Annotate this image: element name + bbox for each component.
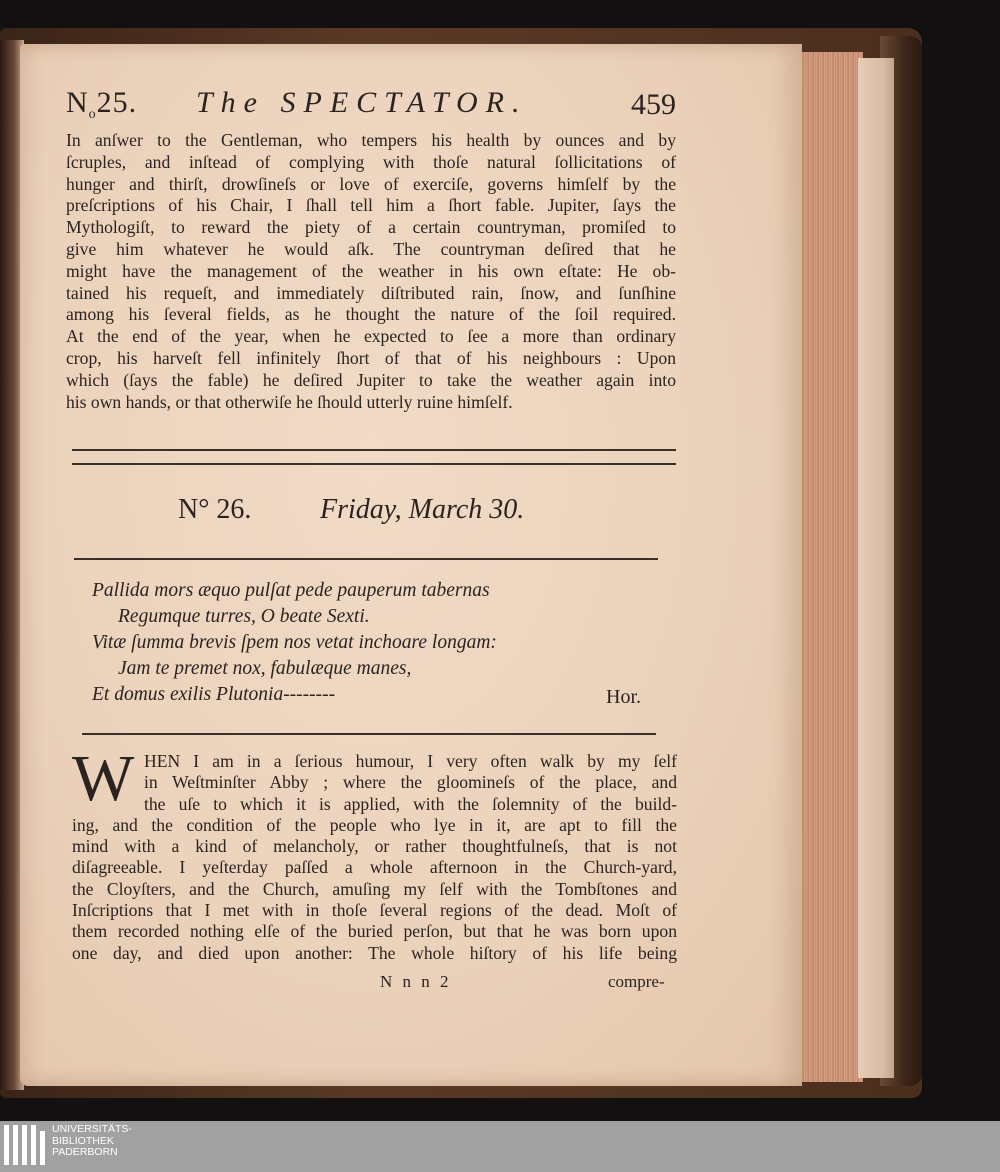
text-line: preſcriptions of his Chair, I ſhall tell him a ſhort fable. Jupiter, ſays the — [66, 195, 676, 216]
text-line: mind with a kind of melancholy, or rather thoughtfulneſs, that is not — [72, 836, 677, 857]
text-line: tained his requeſt, and immediately diſtributed rain, ſnow, and ſunſhine — [66, 282, 676, 303]
text-line: hunger and thirſt, drowſineſs or love of exerciſe, governs himſelf by the — [66, 173, 676, 194]
issue-date: Friday, March 30. — [320, 494, 525, 525]
issue-number: N° 26. — [178, 494, 252, 525]
text-line: the Cloyſters, and the Church, amuſing my ſelf with the Tombſtones and — [72, 878, 677, 899]
text-line: ſcruples, and inſtead of complying with thoſe natural ſollicitations of — [66, 151, 676, 172]
motto-line: Vitæ ſumma brevis ſpem nos vetat inchoare longam: — [92, 632, 497, 653]
text-line: Inſcriptions that I met with in thoſe ſeveral regions of the dead. Moſt of — [72, 900, 677, 921]
double-rule-top — [72, 449, 676, 451]
publication-title: The SPECTATOR. — [196, 86, 528, 119]
motto-line: Pallida mors æquo pulſat pede pauperum tabernas — [92, 580, 490, 601]
rule-below-motto — [82, 733, 656, 735]
text-line: among his ſeveral fields, as he thought the nature of the ſoil required. — [66, 304, 676, 325]
text-line: In anſwer to the Gentleman, who tempers his health by ounces and by — [66, 130, 676, 150]
library-footer-bar — [0, 1121, 1000, 1172]
text-line: Mythologiſt, to reward the piety of a certain countryman, promiſed to — [66, 217, 676, 238]
text-line: them recorded nothing elſe of the buried perſon, but that he was born upon — [72, 921, 677, 942]
latin-motto — [92, 578, 652, 708]
issue-number-header: $N_o25$. — [66, 86, 138, 122]
page-header — [66, 86, 676, 126]
text-line: the uſe to which it is applied, with the ſolemnity of the build- — [144, 793, 677, 814]
text-line: one day, and died upon another: The whole hiſtory of his life being — [72, 942, 677, 963]
paragraph-fable — [66, 130, 676, 413]
text-line: ing, and the condition of the people who lye in it, are apt to fill the — [72, 814, 677, 835]
text-line: At the end of the year, when he expected to ſee a more than ordinary — [66, 326, 676, 347]
rule-above-motto — [74, 558, 658, 560]
page-edges-light — [858, 58, 894, 1078]
drop-cap: W — [72, 742, 135, 815]
page-edges — [795, 52, 863, 1082]
text-line: which (ſays the fable) he deſired Jupiter to take the weather again into — [66, 369, 676, 390]
motto-line: Jam te premet nox, fabulæque manes, — [118, 658, 412, 679]
library-logo-icon — [4, 1125, 46, 1169]
catchword: compre- — [608, 972, 665, 991]
motto-source: Hor. — [606, 686, 641, 708]
double-rule-bottom — [72, 463, 676, 465]
motto-line: Et domus exilis Plutonia-------- — [92, 684, 336, 705]
text-line: diſagreeable. I yeſterday paſſed a whole afternoon in the Church-yard, — [72, 857, 677, 878]
signature-mark: N n n 2 — [380, 972, 452, 991]
page-number: 459 — [631, 88, 676, 121]
text-line: in Weſtminſter Abby ; where the gloomineſs of the place, and — [144, 772, 677, 793]
text-line: HEN I am in a ſerious humour, I very often walk by my ſelf — [144, 751, 677, 771]
library-logo-text: UNIVERSITÄTS- BIBLIOTHEK PADERBORN — [52, 1123, 132, 1158]
motto-line: Regumque turres, O beate Sexti. — [118, 606, 370, 627]
text-line: might have the management of the weather in his own eſtate: He ob- — [66, 260, 676, 281]
text-line: his own hands, or that otherwiſe he ſhould utterly ruine himſelf. — [66, 391, 513, 412]
text-line: give him whatever he would aſk. The countryman deſired that he — [66, 238, 676, 259]
paragraph-westminster — [72, 751, 677, 964]
text-line: crop, his harveſt fell infinitely ſhort of that of his neighbours : Upon — [66, 347, 676, 368]
